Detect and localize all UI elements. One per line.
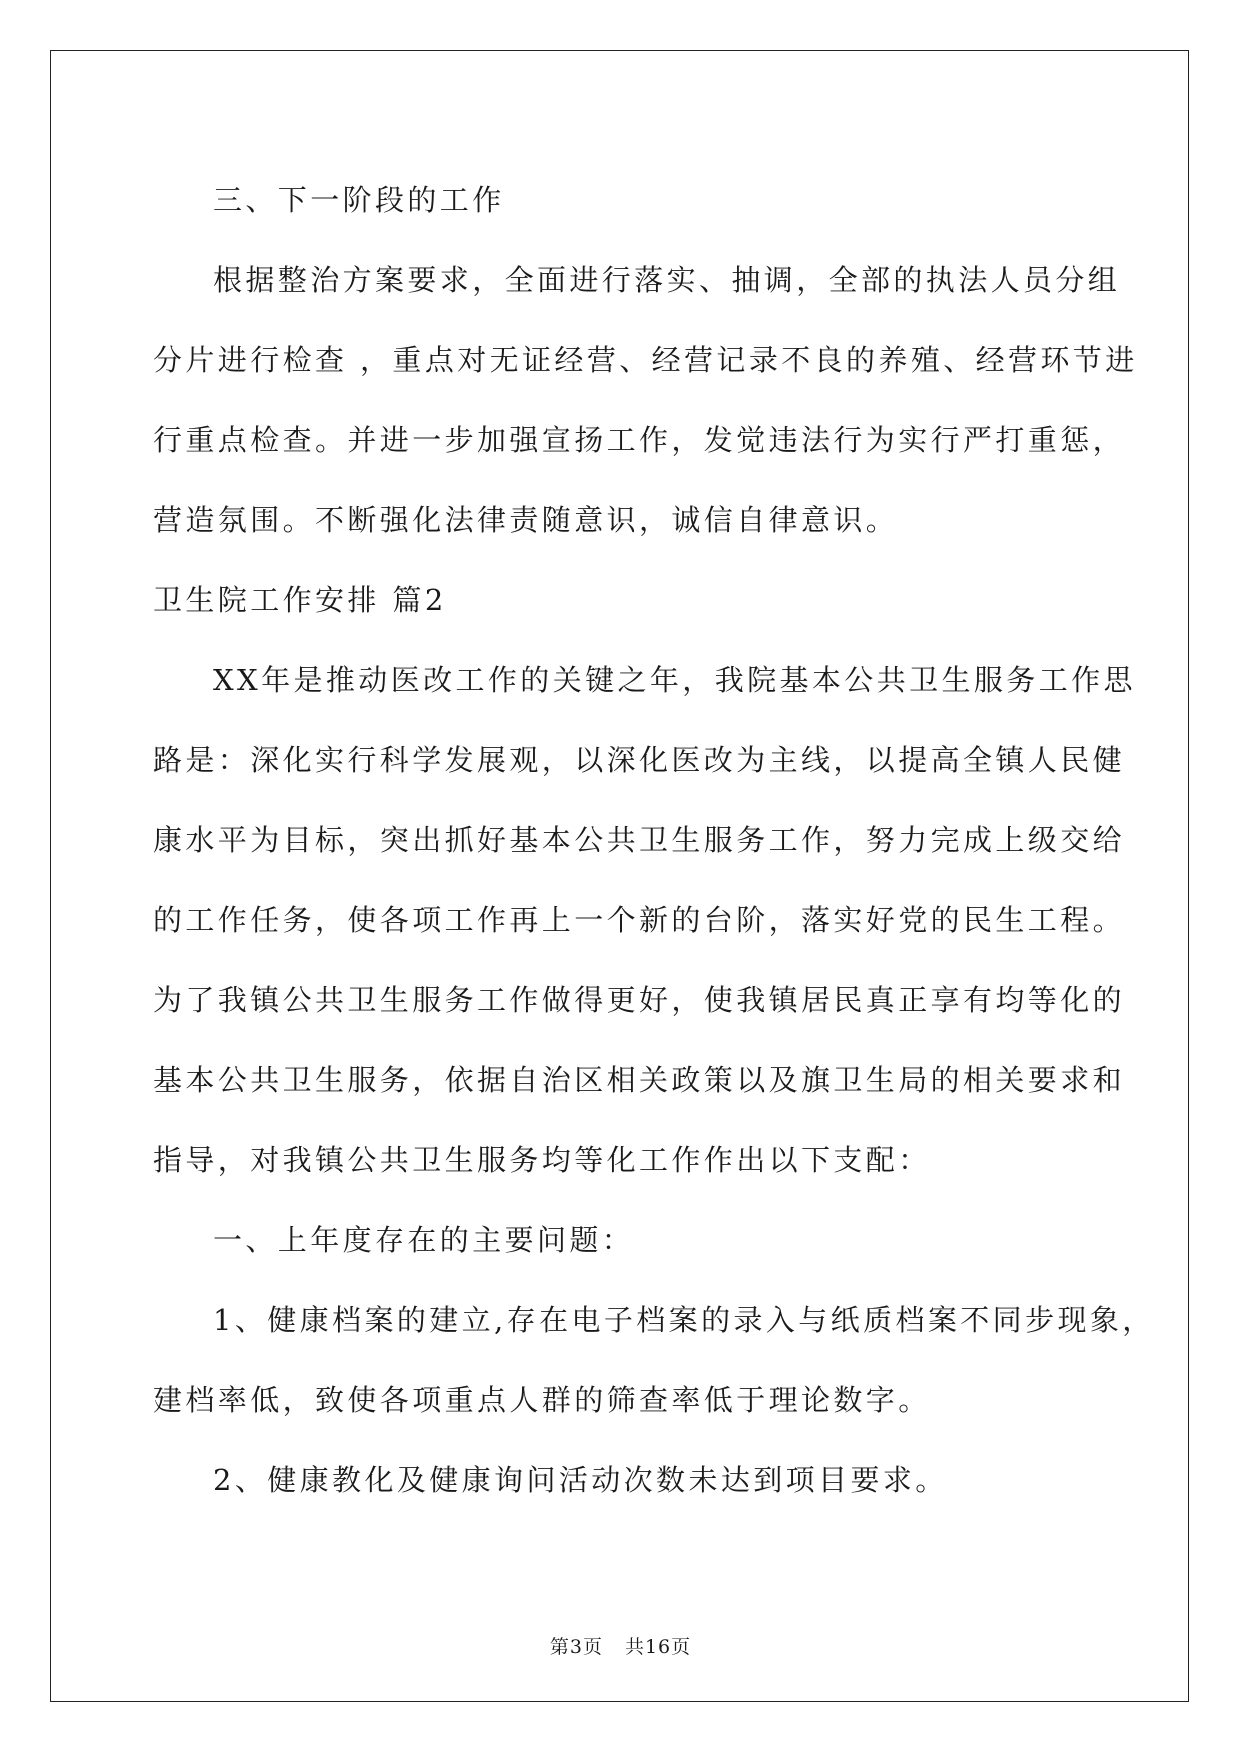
page-footer (0, 1632, 1241, 1659)
paragraph-line: 建档率低，致使各项重点人群的筛查率低于理论数字。 (153, 1383, 931, 1417)
document-body (153, 160, 1155, 1520)
paragraph-line: 营造氛围。不断强化法律责随意识，诚信自律意识。 (153, 503, 899, 537)
page-number: 第3页 (549, 1636, 603, 1658)
paragraph-line: 一、上年度存在的主要问题： (213, 1223, 635, 1257)
page-total: 共16页 (624, 1636, 692, 1658)
paragraph-line: 路是：深化实行科学发展观，以深化医改为主线，以提高全镇人民健 (153, 743, 1126, 777)
paragraph-line: 1、健康档案的建立,存在电子档案的录入与纸质档案不同步现象， (213, 1303, 1155, 1337)
paragraph-line: 行重点检查。并进一步加强宣扬工作，发觉违法行为实行严打重惩， (153, 423, 1126, 457)
section-title: 卫生院工作安排 篇2 (153, 583, 447, 617)
paragraph-line: 指导，对我镇公共卫生服务均等化工作作出以下支配： (153, 1143, 931, 1177)
paragraph-line: 基本公共卫生服务，依据自治区相关政策以及旗卫生局的相关要求和 (153, 1063, 1126, 1097)
paragraph-line: 2、健康教化及健康询问活动次数未达到项目要求。 (213, 1463, 948, 1497)
paragraph-line: 根据整治方案要求，全面进行落实、抽调，全部的执法人员分组 (213, 263, 1121, 297)
paragraph-line: XX年是推动医改工作的关键之年，我院基本公共卫生服务工作思 (213, 663, 1136, 697)
paragraph-line: 的工作任务，使各项工作再上一个新的台阶，落实好党的民生工程。 (153, 903, 1126, 937)
paragraph-line: 康水平为目标，突出抓好基本公共卫生服务工作，努力完成上级交给 (153, 823, 1126, 857)
paragraph-line: 三、下一阶段的工作 (213, 183, 505, 217)
paragraph-line: 分片进行检查 ，重点对无证经营、经营记录不良的养殖、经营环节进 (153, 343, 1138, 377)
paragraph-line: 为了我镇公共卫生服务工作做得更好，使我镇居民真正享有均等化的 (153, 983, 1126, 1017)
